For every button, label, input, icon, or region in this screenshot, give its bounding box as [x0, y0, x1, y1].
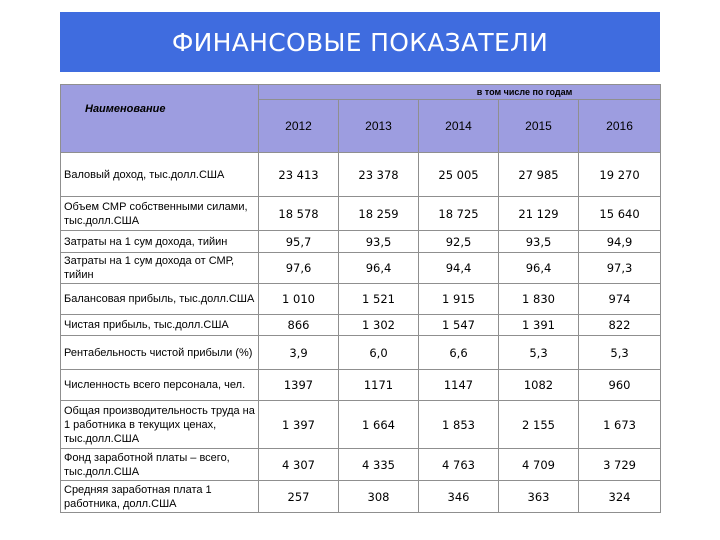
row-label: Балансовая прибыль, тыс.долл.США [61, 284, 259, 315]
cell-value: 3 729 [579, 449, 661, 481]
page-title: ФИНАНСОВЫЕ ПОКАЗАТЕЛИ [171, 27, 549, 57]
table-row [61, 153, 661, 197]
cell-value: 6,0 [339, 336, 419, 370]
name-header-label: Наименование [85, 103, 166, 115]
cell-value: 1 547 [419, 315, 499, 336]
cell-value: 5,3 [499, 336, 579, 370]
table-row [61, 231, 661, 253]
table-row [61, 481, 661, 513]
cell-value: 4 709 [499, 449, 579, 481]
cell-value: 1 397 [259, 401, 339, 449]
row-label: Средняя заработная плата 1 работника, долл.США [61, 481, 259, 513]
cell-value: 1 521 [339, 284, 419, 315]
cell-value: 96,4 [499, 253, 579, 284]
cell-value: 94,4 [419, 253, 499, 284]
cell-value: 1 673 [579, 401, 661, 449]
cell-value: 23 413 [259, 153, 339, 197]
cell-value: 1 391 [499, 315, 579, 336]
cell-value: 1171 [339, 370, 419, 401]
cell-value: 960 [579, 370, 661, 401]
cell-value: 1 915 [419, 284, 499, 315]
cell-value: 1397 [259, 370, 339, 401]
cell-value: 93,5 [499, 231, 579, 253]
name-column-header [61, 85, 259, 153]
title-banner [60, 12, 660, 72]
cell-value: 93,5 [339, 231, 419, 253]
cell-value: 15 640 [579, 197, 661, 231]
cell-value: 18 725 [419, 197, 499, 231]
table-row [61, 197, 661, 231]
row-label: Валовый доход, тыс.долл.США [61, 153, 259, 197]
cell-value: 257 [259, 481, 339, 513]
cell-value: 4 763 [419, 449, 499, 481]
cell-value: 866 [259, 315, 339, 336]
cell-value: 6,6 [419, 336, 499, 370]
table-row [61, 253, 661, 284]
cell-value: 1 853 [419, 401, 499, 449]
cell-value: 18 259 [339, 197, 419, 231]
cell-value: 23 378 [339, 153, 419, 197]
cell-value: 363 [499, 481, 579, 513]
cell-value: 3,9 [259, 336, 339, 370]
year-header: 2014 [419, 100, 499, 153]
row-label: Затраты на 1 сум дохода от СМР, тийин [61, 253, 259, 284]
cell-value: 346 [419, 481, 499, 513]
row-label: Объем СМР собственными силами, тыс.долл.США [61, 197, 259, 231]
table-row [61, 336, 661, 370]
table-row [61, 449, 661, 481]
cell-value: 324 [579, 481, 661, 513]
year-header: 2013 [339, 100, 419, 153]
table-row [61, 284, 661, 315]
row-label: Рентабельность чистой прибыли (%) [61, 336, 259, 370]
row-label: Затраты на 1 сум дохода, тийин [61, 231, 259, 253]
cell-value: 27 985 [499, 153, 579, 197]
cell-value: 18 578 [259, 197, 339, 231]
cell-value: 97,6 [259, 253, 339, 284]
cell-value: 822 [579, 315, 661, 336]
cell-value: 4 335 [339, 449, 419, 481]
year-header: 2012 [259, 100, 339, 153]
row-label: Чистая прибыль, тыс.долл.США [61, 315, 259, 336]
row-label: Численность всего персонала, чел. [61, 370, 259, 401]
cell-value: 21 129 [499, 197, 579, 231]
cell-value: 1 830 [499, 284, 579, 315]
row-label: Общая производительность труда на 1 работника в текущих ценах, тыс.долл.США [61, 401, 259, 449]
group-header-label: в том числе по годам [476, 87, 573, 97]
cell-value: 1 302 [339, 315, 419, 336]
cell-value: 25 005 [419, 153, 499, 197]
cell-value: 1 010 [259, 284, 339, 315]
cell-value: 1082 [499, 370, 579, 401]
cell-value: 1 664 [339, 401, 419, 449]
cell-value: 4 307 [259, 449, 339, 481]
cell-value: 97,3 [579, 253, 661, 284]
table-row [61, 315, 661, 336]
cell-value: 96,4 [339, 253, 419, 284]
row-label: Фонд заработной платы – всего, тыс.долл.США [61, 449, 259, 481]
cell-value: 2 155 [499, 401, 579, 449]
cell-value: 308 [339, 481, 419, 513]
year-header: 2016 [579, 100, 661, 153]
cell-value: 94,9 [579, 231, 661, 253]
cell-value: 95,7 [259, 231, 339, 253]
cell-value: 5,3 [579, 336, 661, 370]
table-row [61, 401, 661, 449]
cell-value: 19 270 [579, 153, 661, 197]
table-row [61, 370, 661, 401]
financial-table [60, 84, 661, 513]
cell-value: 974 [579, 284, 661, 315]
cell-value: 1147 [419, 370, 499, 401]
cell-value: 92,5 [419, 231, 499, 253]
group-header [259, 85, 661, 100]
year-header: 2015 [499, 100, 579, 153]
